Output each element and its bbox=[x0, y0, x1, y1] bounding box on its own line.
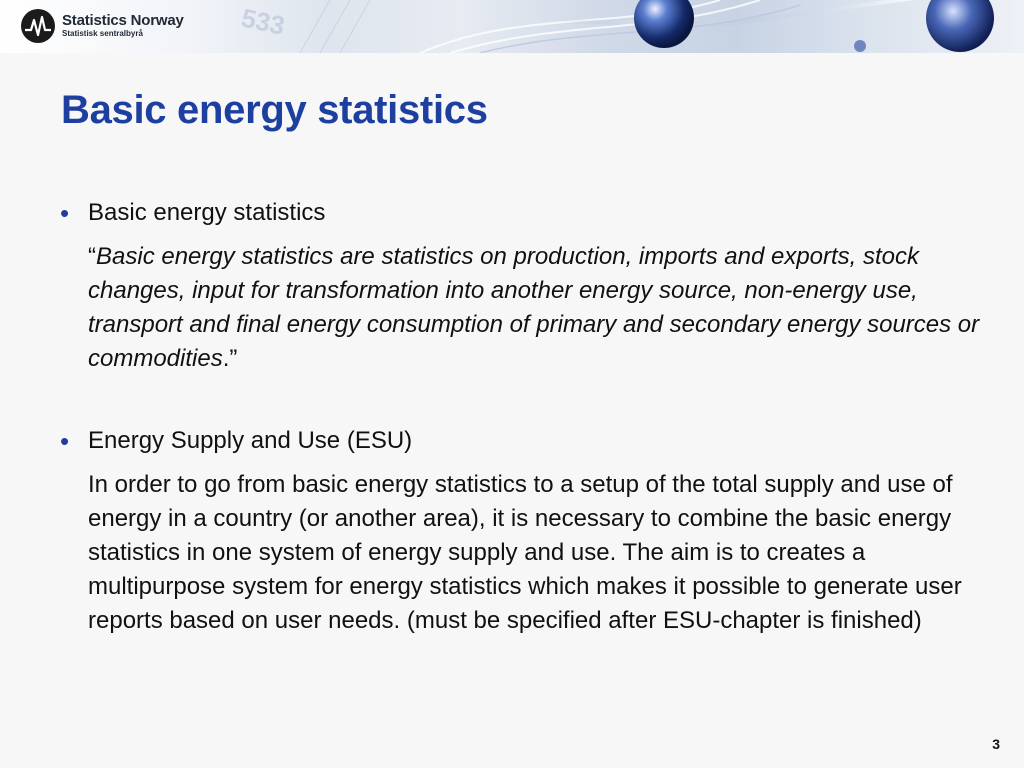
bullet-item-esu bbox=[60, 424, 1010, 458]
page-number: 3 bbox=[992, 736, 1000, 752]
logo-subtitle: Statistisk sentralbyrå bbox=[62, 29, 143, 38]
quote-open: “ bbox=[88, 243, 96, 270]
bullet-label: Basic energy statistics bbox=[88, 199, 326, 226]
definition-quote bbox=[88, 240, 1008, 376]
logo-name: Statistics Norway bbox=[62, 12, 184, 29]
quote-close: .” bbox=[222, 345, 238, 372]
definition-text: Basic energy statistics are statistics on production, imports and exports, stock changes, input for transformation into another energy source, non-energy use, transport and final energy consumption of primary and secondary energy sources or commodities bbox=[88, 243, 980, 372]
header-banner bbox=[0, 0, 1024, 53]
bullet-item-basic-energy bbox=[60, 196, 1010, 230]
slide-content bbox=[60, 196, 1010, 638]
logo-mark-icon bbox=[20, 8, 56, 44]
esu-description: In order to go from basic energy statistics to a setup of the total supply and use of energy in a country (or another area), it is necessary to combine the basic energy statistics in one system of energy supply and use. The aim is to creates a multipurpose system for energy statistics which makes it possible to generate user reports based on user needs. (must be specified after ESU-chapter is finished) bbox=[88, 471, 962, 634]
logo-text bbox=[62, 13, 184, 39]
banner-digits: 533 bbox=[238, 2, 288, 41]
bullet-dot-icon: • bbox=[60, 426, 70, 456]
slide-title: Basic energy statistics bbox=[61, 88, 488, 132]
statistics-norway-logo[interactable] bbox=[20, 8, 184, 44]
bullet-label: Energy Supply and Use (ESU) bbox=[88, 427, 413, 454]
bullet-dot-icon: • bbox=[60, 198, 70, 228]
section-gap bbox=[60, 376, 1010, 424]
